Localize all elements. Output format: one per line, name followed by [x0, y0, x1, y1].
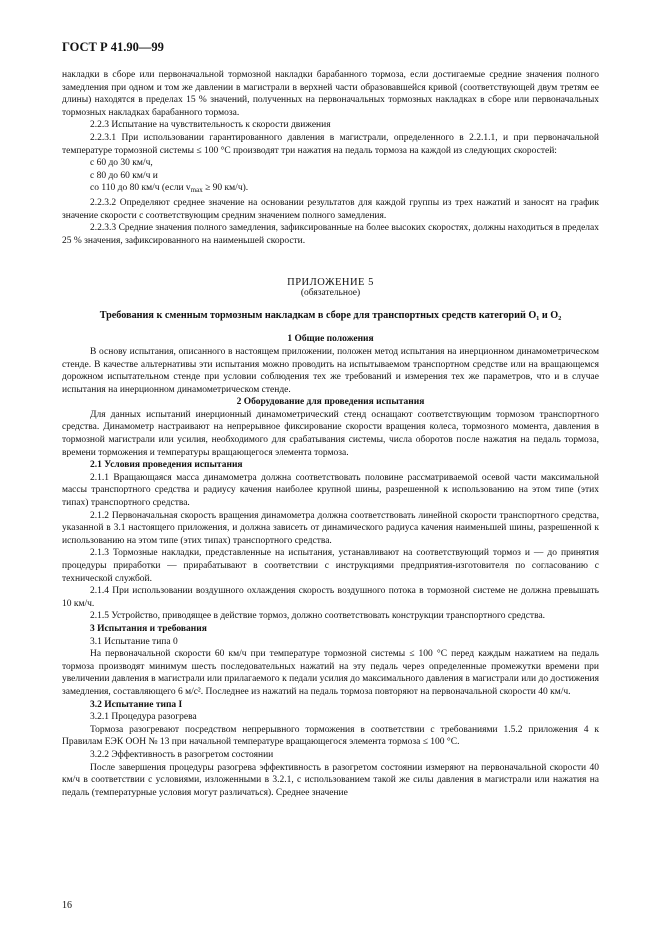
list-item — [62, 182, 599, 197]
page-number: 16 — [62, 900, 72, 911]
paragraph: 2.1.4 При использовании воздушного охлаждения скорость воздушного потока в тормозной системе не должна превышать 10 км/ч. — [62, 586, 599, 609]
paragraph: На первоначальной скорости 60 км/ч при температуре тормозной системы ≤ 100 °С перед каждым нажатием на педаль тормоза производят минимум шесть последовательных нажатий на эту педаль через определенные промежутки времени при увеличении давления в магистрали или прилагаемого к педали усилия до максимального давления в магистрали или до достижения замедления, составляющего 6 м/с². Последнее из нажатий на педаль тормоза повторяют на первоначальной скорости 40 км/ч. — [62, 649, 599, 697]
paragraph: 2.2.3.3 Средние значения полного замедления, зафиксированные на более высоких скоростях, должны находиться в пределах 25 % значения, зафиксированного на наименьшей скорости. — [62, 223, 599, 246]
paragraph: 2.1.1 Вращающаяся масса динамометра должна соответствовать половине рассматриваемой осевой части максимальной массы транспортного средства и радиусу качения наиболее крупной шины, разрешенной к использованию на этом типе (этих типах) транспортного средства. — [62, 472, 599, 509]
subsection-heading: 2.1 Условия проведения испытания — [90, 460, 243, 471]
paragraph: 3.2.2 Эффективность в разогретом состоянии — [90, 749, 274, 760]
list-item: с 80 до 60 км/ч и — [90, 170, 158, 181]
paragraph: Для данных испытаний инерционный динамометрический стенд оснащают соответствующим тормозом транспортного средства. Динамометр настраивают на непрерывное фиксирование скорости вращения колеса, тормозного момента, давления в тормозной магистрали или усилия, необходимого для срабатывания системы, числа оборотов после нажатия на педаль тормоза, времени торможения и температуры вращающегося элемента тормоза. — [62, 409, 599, 458]
speed-subscript: max — [190, 186, 203, 195]
paragraph: 2.2.3 Испытание на чувствительность к скорости движения — [90, 120, 331, 131]
appendix-heading: Требования к сменным тормозным накладкам в сборе для транспортных средств категорий O₁ и O₂ — [99, 310, 562, 322]
section-heading: 2 Оборудование для проведения испытания — [236, 397, 425, 408]
list-item: с 60 до 30 км/ч, — [90, 158, 153, 169]
paragraph: 2.1.3 Тормозные накладки, представленные на испытания, устанавливают на соответствующий тормоз и — до принятия процедуры приработки — прирабатывают в соответствии с инструкциями предприятия-изготовителя по согласованию с технической службой. — [62, 548, 599, 584]
paragraph: 3.2.1 Процедура разогрева — [90, 712, 197, 723]
paragraph: накладки в сборе или первоначальной тормозной накладки барабанного тормоза, если достигаемые средние значения полного замедления при одном и том же давлении в магистрали в верхней части образовавшейся кривой (соответствующей двум третям ее длины) находятся в пределах 15 % значений, полученных на первоначальных тормозных накладках в сборе или первоначальных тормозных накладках барабанного тормоза. — [62, 70, 599, 118]
paragraph: Тормоза разогревают посредством непрерывного торможения в соответствии с требованиями 1.5.2 приложения 4 к Правилам ЕЭК ООН № 13 при начальной температуре вращающегося элемента тормоза ≤ 100 °С. — [62, 724, 599, 748]
paragraph: После завершения процедуры разогрева эффективность в разогретом состоянии измеряют на первоначальной скорости 40 км/ч в соответствии с условиями, изложенными в 3.2.1, с использованием такой же силы давления в магистрали или нажатия на педаль (температурные условия могут различаться). Среднее значение — [62, 762, 599, 798]
paragraph: 3.1 Испытание типа 0 — [90, 636, 178, 647]
paragraph: В основу испытания, описанного в настоящем приложении, положен метод испытания на инерционном динамометрическом стенде. В качестве альтернативы эти испытания можно проводить на испытываемом транспортном средстве или на вращающемся дорожном испытательном стенде при условии соблюдения тех же требований и измерения тех же параметров, что и в случае испытания на инерционном динамометрическом стенде. — [62, 346, 599, 395]
section-heading: 1 Общие положения — [287, 334, 374, 345]
subsection-heading: 3.2 Испытание типа I — [90, 699, 183, 710]
speed-text-b: ≥ 90 км/ч). — [202, 183, 249, 194]
document-page — [62, 40, 599, 799]
appendix-subtitle: (обязательное) — [300, 288, 361, 299]
paragraph: 2.1.5 Устройство, приводящее в действие тормоз, должно соответствовать конструкции транспортного средства. — [90, 611, 546, 622]
subsection-heading: 3 Испытания и требования — [90, 623, 207, 634]
paragraph: 2.2.3.1 При использовании гарантированного давления в магистрали, определенного в 2.2.1.1, и при первоначальной температуре тормозной системы ≤ 100 °С производят три нажатия на педаль тормоза на каждой из следующих скоростей: — [62, 132, 599, 156]
speed-text-a: со 110 до 80 км/ч (если v — [90, 183, 191, 194]
paragraph: 2.1.2 Первоначальная скорость вращения динамометра должна соответствовать линейной скорости транспортного средства, указанной в 3.1 настоящего приложения, и должна зависеть от динамического радиуса качения наименьшей шины, разрешенной к использованию на этом типе (этих типах) транспортного средства. — [62, 510, 599, 546]
paragraph: 2.2.3.2 Определяют среднее значение на основании результатов для каждой группы из трех нажатий и заносят на график значение скорости с соответствующим средним значением полного замедления. — [62, 197, 599, 221]
document-header: ГОСТ Р 41.90—99 — [62, 40, 164, 54]
appendix-body — [62, 333, 599, 799]
appendix-title: ПРИЛОЖЕНИЕ 5 — [287, 277, 374, 289]
